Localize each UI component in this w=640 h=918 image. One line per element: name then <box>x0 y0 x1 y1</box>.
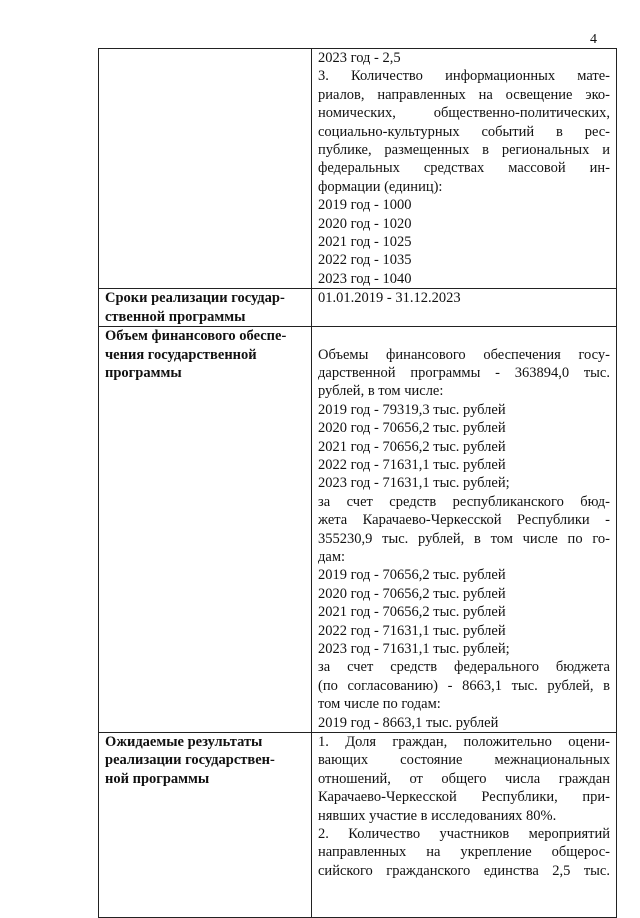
row-label-line: реализации государствен- <box>105 752 275 769</box>
row-value-line: 2022 год - 1035 <box>318 252 412 269</box>
row-value-line: Объемы финансового обеспечения госу- <box>318 346 610 363</box>
row-value-line: направленных на укрепление общерос- <box>318 844 610 861</box>
row-value-line: (по согласованию) - 8663,1 тыс. рублей, в <box>318 677 610 694</box>
row-value-line: 2022 год - 71631,1 тыс. рублей <box>318 456 506 473</box>
row-value-line: жета Карачаево-Черкесской Республики - <box>318 512 610 529</box>
row-value-line: дам: <box>318 548 346 565</box>
page-number: 4 <box>590 32 597 47</box>
row-value-line <box>318 327 610 345</box>
row-value-line: 2023 год - 2,5 <box>318 50 401 66</box>
implementation-period-row <box>99 289 617 327</box>
row-value-line: 2022 год - 71631,1 тыс. рублей <box>318 622 506 639</box>
row-value-cell <box>312 289 617 327</box>
row-label-line: ной программы <box>105 770 210 787</box>
row-value-line: нявших участие в исследованиях 80%. <box>318 807 557 824</box>
row-value-line: дарственной программы - 363894,0 тыс. <box>318 364 610 381</box>
row-label-cell <box>99 289 312 327</box>
row-value-line: 2020 год - 1020 <box>318 215 412 232</box>
row-value-line: 2020 год - 70656,2 тыс. рублей <box>318 420 506 437</box>
row-value-line: номических, общественно-политических, <box>318 105 610 122</box>
row-value-line: социально-культурных событий в рес- <box>318 123 610 140</box>
row-value-line: 2019 год - 8663,1 тыс. рублей <box>318 714 499 731</box>
row-value-line: рублей, в том числе: <box>318 383 444 400</box>
row-value-cell <box>312 327 617 733</box>
row-value-line: 2019 год - 79319,3 тыс. рублей <box>318 401 506 418</box>
row-value-line: 2023 год - 71631,1 тыс. рублей; <box>318 475 510 492</box>
row-value-line: 01.01.2019 - 31.12.2023 <box>318 290 461 307</box>
row-value-line: формации (единиц): <box>318 178 443 195</box>
row-value-line: 2023 год - 1040 <box>318 270 412 287</box>
row-value-line: 2019 год - 1000 <box>318 197 412 214</box>
row-value-line: отношений, от общего числа граждан <box>318 770 610 787</box>
row-value-line: 2021 год - 70656,2 тыс. рублей <box>318 604 506 621</box>
row-value-line: Карачаево-Черкесской Республики, при- <box>318 789 610 806</box>
row-value-line: 2020 год - 70656,2 тыс. рублей <box>318 585 506 602</box>
row-value-line: 3. Количество информационных мате- <box>318 68 610 85</box>
row-label-line: Сроки реализации государ- <box>105 290 285 307</box>
funding-volume-row <box>99 327 617 733</box>
row-value-line: 355230,9 тыс. рублей, в том числе по го- <box>318 530 610 547</box>
row-label-cell <box>99 49 312 289</box>
row-value-line: федеральных средствах массовой ин- <box>318 160 610 177</box>
program-passport-table <box>98 48 617 918</box>
row-value-line: вающих состояние межнациональных <box>318 752 610 769</box>
row-label-line: Объем финансового обеспе- <box>105 328 287 345</box>
row-label-line: программы <box>105 364 182 381</box>
indicators-continuation-row <box>99 49 617 289</box>
row-label-line: чения государственной <box>105 346 257 363</box>
row-value-line: за счет средств республиканского бюд- <box>318 493 610 510</box>
expected-results-row <box>99 733 617 918</box>
row-value-line: сийского гражданского единства 2,5 тыс. <box>318 862 610 879</box>
row-value-line: 2023 год - 71631,1 тыс. рублей; <box>318 641 510 657</box>
row-value-line: 2021 год - 1025 <box>318 234 412 251</box>
row-label-line: Ожидаемые результаты <box>105 734 263 751</box>
row-value-line: 1. Доля граждан, положительно оцени- <box>318 734 610 751</box>
row-value-line: том числе по годам: <box>318 696 441 713</box>
row-value-line: 2021 год - 70656,2 тыс. рублей <box>318 438 506 455</box>
row-value-line: 2. Количество участников мероприятий <box>318 826 610 843</box>
row-value-cell <box>312 733 617 918</box>
row-label-cell <box>99 733 312 918</box>
row-value-line: 2019 год - 70656,2 тыс. рублей <box>318 567 506 584</box>
row-label-cell <box>99 327 312 733</box>
row-value-cell <box>312 49 617 289</box>
row-value-line: риалов, направленных на освещение эко- <box>318 86 610 103</box>
row-label-line: ственной программы <box>105 308 246 325</box>
row-value-line: публике, размещенных в региональных и <box>318 142 610 159</box>
row-value-line: за счет средств федерального бюджета <box>318 659 610 676</box>
